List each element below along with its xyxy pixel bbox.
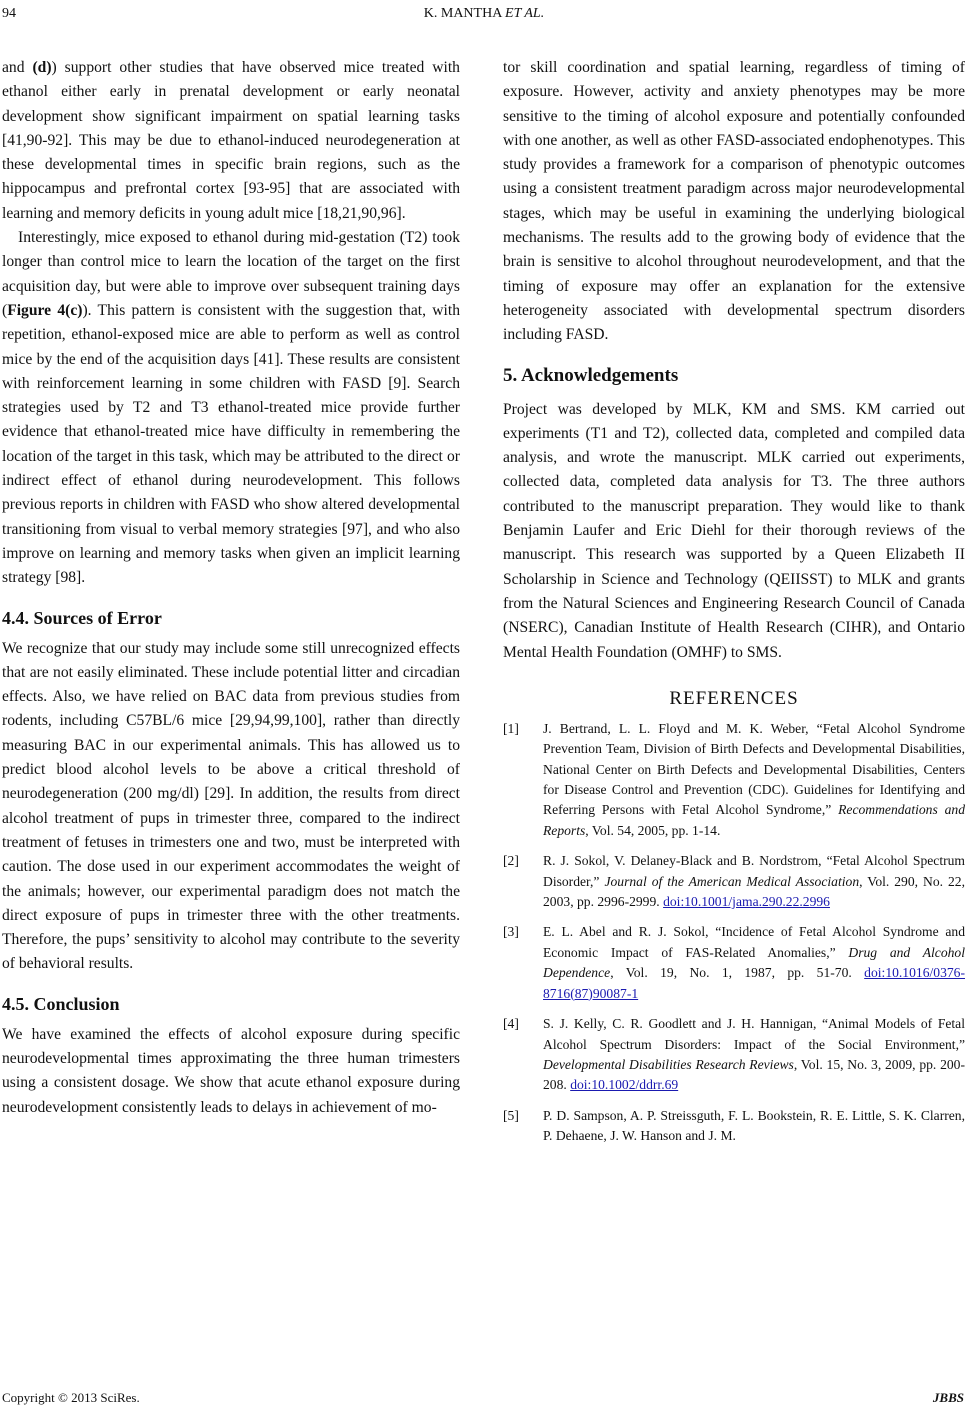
paragraph-conclusion-continued: tor skill coordination and spatial learning, regardless of timing of exposure. However, activity and anxiety phenotypes may be more sensitive to the timing of alcohol exposure and potentially confounded with one another, as well as other FASD-associated endophenotypes. This study provides a framework for a comparison of phenotypic outcomes using a consistent treatment paradigm across major neurodevelopmental stages, which may be useful in examining the underlying biological mechanisms. The results add to the growing body of evidence that the brain is sensitive to alcohol throughout neurodevelopment, and that the timing of exposure may offer an explanation for the extensive heterogeneity associated with developmental spectrum disorders including FASD.	[503, 59, 965, 344]
reference-number: [4]	[503, 1016, 519, 1032]
paragraph-acknowledgements: Project was developed by MLK, KM and SMS. KM carried out experiments (T1 and T2), collected data, completed and compiled data analysis, and wrote the manuscript. MLK carried out experiments, collected data, completed data analysis for T3. The three authors contributed to the manuscript preparation. They would like to thank Benjamin Laufer and Eric Diehl for their thorough reviews of the manuscript. This research was supported by a Queen Elizabeth II Scholarship in Science and Technology (QEIISST) to MLK and grants from the Natural Sciences and Engineering Research Council of Canada (NSERC), Canadian Institute of Health Research (CIHR), and Ontario Mental Health Foundation (OMHF) to SMS.	[503, 400, 965, 661]
reference-text	[543, 851, 965, 912]
references-heading: REFERENCES	[669, 687, 799, 709]
reference-text	[543, 1014, 965, 1096]
paragraph-sources-of-error: We recognize that our study may include some still unrecognized effects that are not easily eliminated. These include potential litter and circadian effects. Also, we have relied on BAC data from previous studies from rodents, including C57BL/6 mice [29,94,99,100], rather than directly measuring BAC in our experimental animals. This has allowed us to predict blood alcohol levels to be above a critical threshold of neurodegeneration (200 mg/dl) [29]. In addition, the results from direct alcohol treatment of pups in trimester three, compared to the indirect treatment of fetuses in trimesters one and two, must be interpreted with caution. The dose used in our experiment accommodates the weight of the animals; however, our experimental paradigm does not match the direct exposure of pups in trimester three with the other treatments. Therefore, the pups’ sensitivity to alcohol may contribute to the severity of behavioral results.	[2, 639, 460, 973]
page-number: 94	[2, 6, 16, 21]
journal-abbrev: JBBS	[932, 1390, 964, 1405]
reference-number: [1]	[503, 720, 519, 736]
reference-citation: R. J. Sokol, V. Delaney-Black and B. Nordstrom, “Fetal Alcohol Spectrum Disorder,”	[543, 853, 965, 889]
reference-details: , Vol. 290, No. 22, 2003, pp. 2996-2999.	[543, 873, 966, 910]
reference-number: [2]	[503, 853, 519, 869]
text-run: and	[2, 59, 33, 76]
copyright-notice: Copyright © 2013 SciRes.	[2, 1390, 140, 1405]
reference-details: , Vol. 19, No. 1, 1987, pp. 51-70.	[610, 965, 865, 981]
reference-item	[503, 922, 965, 1004]
section-heading-acknowledgements: 5. Acknowledgements	[503, 364, 679, 386]
author-names: K. MANTHA	[423, 6, 502, 21]
doi-link[interactable]: doi:10.1002/ddrr.69	[570, 1077, 679, 1093]
author-etal: ET AL.	[505, 6, 545, 21]
reference-details: , Vol. 54, 2005, pp. 1-14.	[585, 822, 721, 838]
reference-number: [3]	[503, 924, 519, 940]
reference-item	[503, 1014, 965, 1096]
section-heading-sources-of-error: 4.4. Sources of Error	[2, 607, 162, 628]
reference-item	[503, 719, 965, 841]
text-run: ) support other studies that have observed mice treated with ethanol either early in prenatal development or early neonatal development show significant impairment on spatial learning tasks [41,90-92]. This may be due to ethanol-induced neurodegeneration at these developmental times in specific brain regions, such as the hippocampus and prefrontal cortex [93-95] that are associated with learning and memory deficits in young adult mice [18,21,90,96].	[2, 59, 460, 222]
reference-text	[543, 922, 965, 1004]
reference-journal: Developmental Disabilities Research Reviews	[543, 1056, 794, 1072]
paragraph-conclusion: We have examined the effects of alcohol exposure during specific neurodevelopmental times approximating the three human trimesters using a consistent dosage. We show that acute ethanol exposure during neurodevelopment consistently leads to delays in achievement of mo-	[2, 1025, 460, 1116]
reference-number: [5]	[503, 1107, 519, 1123]
reference-text	[543, 719, 965, 841]
reference-list	[503, 719, 965, 1147]
section-heading-conclusion: 4.5. Conclusion	[2, 993, 120, 1014]
reference-details: , Vol. 15, No. 3, 2009, pp. 200-208.	[543, 1056, 965, 1093]
reference-text	[543, 1106, 965, 1147]
reference-citation: P. D. Sampson, A. P. Streissguth, F. L. Bookstein, R. E. Little, S. K. Clarren, P. Dehaene, J. W. Hanson and J. M.	[543, 1107, 965, 1144]
doi-link[interactable]: doi:10.1001/jama.290.22.2996	[663, 894, 830, 910]
figure-ref-bold: (d)	[32, 59, 52, 76]
right-column	[503, 56, 965, 1157]
text-run: ). This pattern is consistent with the suggestion that, with repetition, ethanol-exposed mice are able to perform as well as control mice by the end of the acquisition days [41]. These results are consistent with reinforcement learning in some children with FASD [9]. Search strategies used by T2 and T3 ethanol-treated mice provide further evidence that ethanol-treated mice have difficulty in remembering the location of the target in this task, which may be attributed to the direct or indirect effect of ethanol during neurodevelopment. This follows previous reports in children with FASD who show altered developmental transitioning from visual to verbal memory strategies [97], and who also improve on learning and memory tasks when given an implicit learning strategy [98].	[2, 301, 460, 587]
left-column	[2, 56, 460, 1120]
reference-citation: S. J. Kelly, C. R. Goodlett and J. H. Hannigan, “Animal Models of Fetal Alcohol Spectrum Disorders: Impact of the Social Environment,”	[543, 1016, 965, 1052]
reference-citation: J. Bertrand, L. L. Floyd and M. K. Weber, “Fetal Alcohol Syndrome Prevention Team, Division of Birth Defects and Developmental Disabilities, National Center on Birth Defects and Developmental Disabilities, Centers for Disease Control and Prevention (CDC). Guidelines for Identifying and Referring Persons with Fetal Alcohol Syndrome,”	[543, 720, 965, 818]
reference-journal: Drug and Alcohol Dependence	[543, 944, 965, 981]
reference-item	[503, 1106, 965, 1147]
reference-item	[503, 851, 965, 912]
text-run: Interestingly, mice exposed to ethanol during mid-gestation (T2) took longer than control mice to learn the location of the target on the first acquisition day, but were able to improve over subsequent training days (	[2, 229, 460, 319]
paragraph-mid-gestation	[2, 226, 460, 590]
doi-link[interactable]: doi:10.1016/0376-8716(87)90087-1	[543, 965, 965, 1001]
reference-citation: E. L. Abel and R. J. Sokol, “Incidence of Fetal Alcohol Syndrome and Economic Impact of FAS-Related Anomalies,”	[543, 924, 965, 960]
figure-ref-bold: Figure 4(c)	[7, 301, 83, 319]
paragraph-results-d	[2, 56, 460, 226]
reference-journal: Recommendations and Reports	[543, 802, 965, 838]
running-authors	[0, 6, 968, 22]
reference-journal: Journal of the American Medical Association	[604, 873, 860, 889]
